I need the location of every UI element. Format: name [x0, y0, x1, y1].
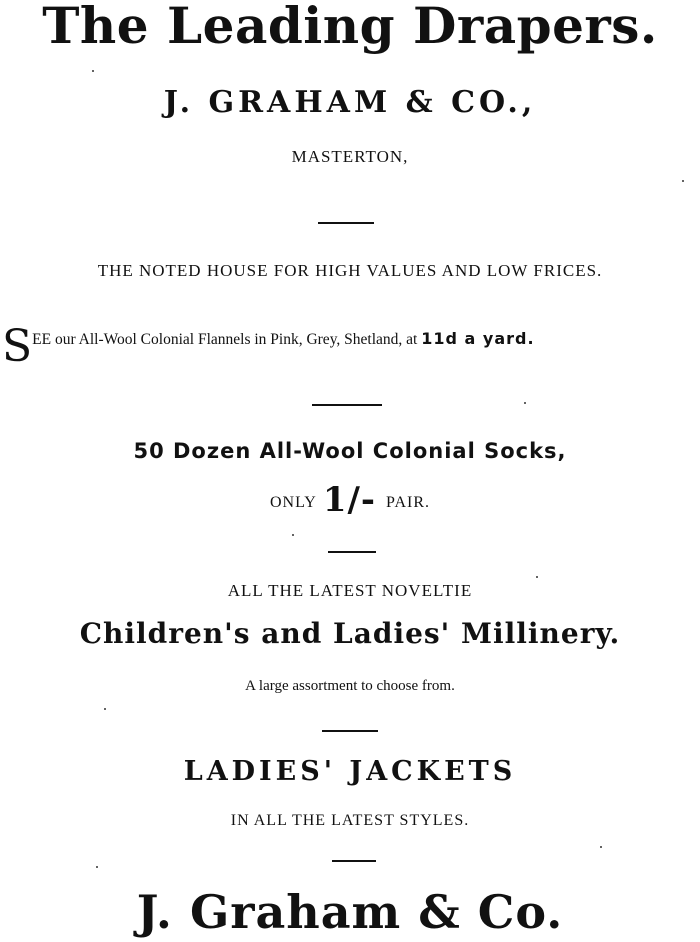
flannels-text: [32, 329, 534, 349]
novelties-heading: ALL THE LATEST NOVELTIE: [227, 581, 473, 600]
headline: The Leading Drapers.: [42, 0, 658, 55]
print-speck: [292, 534, 294, 536]
print-speck: [104, 708, 106, 710]
divider-rule: [318, 222, 374, 224]
firm-name: J. GRAHAM & CO.,: [163, 85, 537, 120]
jackets-heading: LADIES' JACKETS: [183, 756, 517, 787]
print-speck: [92, 70, 94, 72]
socks-headline: 50 Dozen All-Wool Colonial Socks,: [133, 439, 567, 463]
only-label: ONLY: [269, 494, 317, 511]
jackets-styles: IN ALL THE LATEST STYLES.: [230, 812, 470, 829]
socks-price-line: [0, 482, 700, 521]
flannels-line: [2, 321, 700, 372]
flannels-description: EE our All-Wool Colonial Flannels in Pink, Grey, Shetland, at: [32, 331, 422, 348]
drop-cap: S: [2, 321, 33, 372]
town-name: MASTERTON,: [291, 147, 409, 166]
footer-firm-name: J. Graham & Co.: [136, 885, 564, 939]
print-speck: [682, 180, 684, 182]
tagline: THE NOTED HOUSE FOR HIGH VALUES AND LOW FRICES.: [97, 261, 603, 280]
print-speck: [96, 866, 98, 868]
divider-rule: [312, 404, 382, 406]
print-speck: [600, 846, 602, 848]
divider-rule: [322, 730, 378, 732]
print-speck: [524, 402, 526, 404]
pair-label: PAIR.: [386, 494, 430, 511]
millinery-heading: Children's and Ladies' Millinery.: [79, 617, 621, 650]
assortment-note: A large assortment to choose from.: [245, 678, 455, 694]
print-speck: [536, 576, 538, 578]
socks-price: 1/-: [322, 480, 377, 520]
divider-rule: [332, 860, 376, 862]
divider-rule: [328, 551, 376, 553]
flannels-price: 11d a yard.: [421, 329, 535, 348]
